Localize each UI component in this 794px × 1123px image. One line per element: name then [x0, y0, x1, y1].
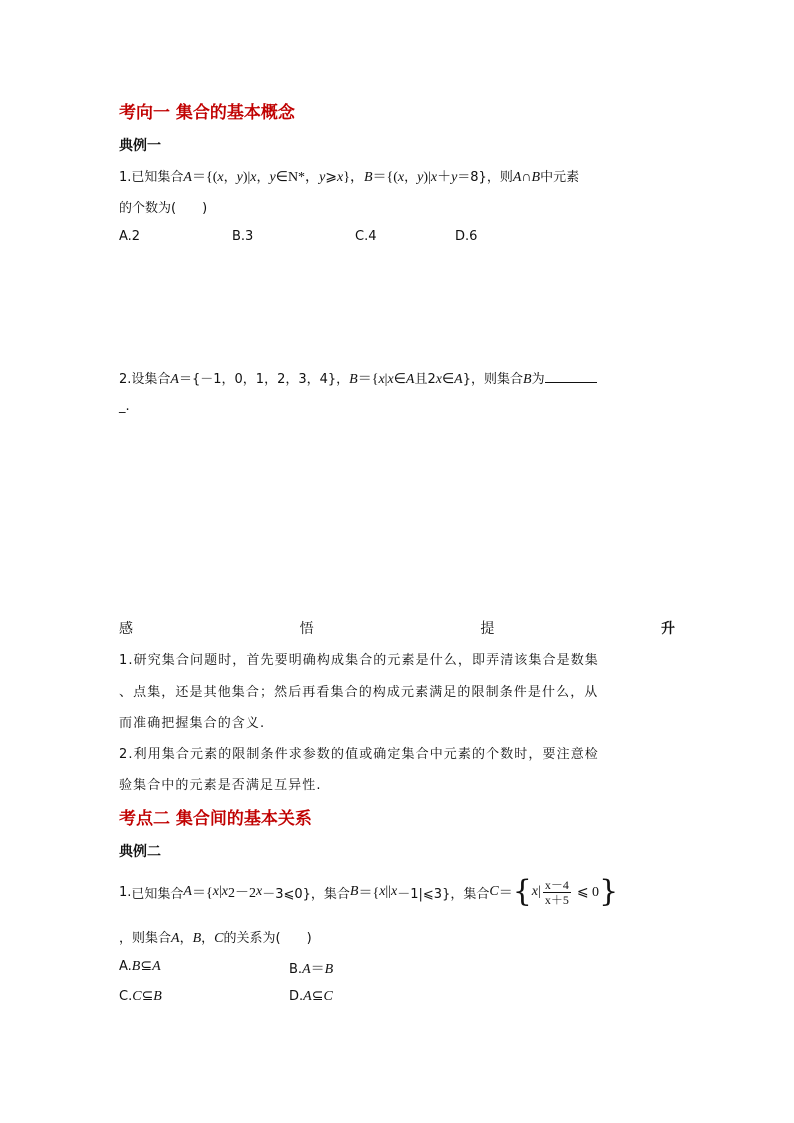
s2-option-a: A.B⊆A	[119, 959, 161, 974]
section2-question-1-line-2: ，则集合A，B，C的关系为( )	[119, 931, 312, 946]
answer-blank[interactable]	[545, 370, 597, 383]
s2-option-c: C.C⊆B	[119, 989, 162, 1004]
right-brace: }	[599, 874, 619, 909]
s2-option-d: D.A⊆C	[289, 989, 333, 1004]
insight-p2-line1: 2.利用集合元素的限制条件求参数的值或确定集合中元素的个数时，要注意检	[119, 747, 599, 762]
fraction: $\frac{x-4}{x+5}$	[544, 877, 569, 907]
section1-heading: 考向一 集合的基本概念	[119, 103, 295, 123]
insight-p2-line2: 验集合中的元素是否满足互异性.	[119, 778, 322, 793]
question-2-line-1: 2.设集合A＝{－1，0，1，2，3，4}，B＝{x|x∈A且2x∈A}，则集合B为	[119, 368, 597, 388]
q1-option-d: D.6	[455, 229, 478, 244]
example2-label: 典例二	[119, 844, 161, 860]
s2-option-b: B.A＝B	[289, 962, 334, 977]
q1-option-a: A.2	[119, 229, 141, 244]
insight-p1-line3: 而准确把握集合的含义.	[119, 716, 266, 731]
q1-option-c: C.4	[355, 229, 377, 244]
question-2-line-2: _.	[119, 399, 130, 414]
example1-label: 典例一	[119, 138, 161, 154]
q1-option-b: B.3	[232, 229, 254, 244]
insight-heading: 感 悟 提 升	[119, 621, 675, 637]
section2-heading: 考点二 集合间的基本关系	[119, 809, 312, 829]
left-brace: {	[512, 874, 532, 909]
insight-p1-line2: 、点集，还是其他集合；然后再看集合的构成元素满足的限制条件是什么，从	[119, 685, 599, 700]
insight-p1-line1: 1.研究集合问题时，首先要明确构成集合的元素是什么，即弄清该集合是数集	[119, 653, 599, 668]
section2-question-1-line-1: 1. 已知集合 A ＝{ x | x 2－2 x －3⩽0}，集合 B ＝{ x || x －1|⩽3}，集合 C ＝ { x | $\frac{x-4}{x+5}$ ⩽ 0 }	[119, 874, 619, 909]
question-1-line-2: 的个数为( )	[119, 201, 208, 216]
question-1-line-1: 1.已知集合A＝{(x，y)|x，y∈N*，y⩾x}，B＝{(x，y)|x＋y＝8}，则A∩B中元素	[119, 170, 580, 185]
